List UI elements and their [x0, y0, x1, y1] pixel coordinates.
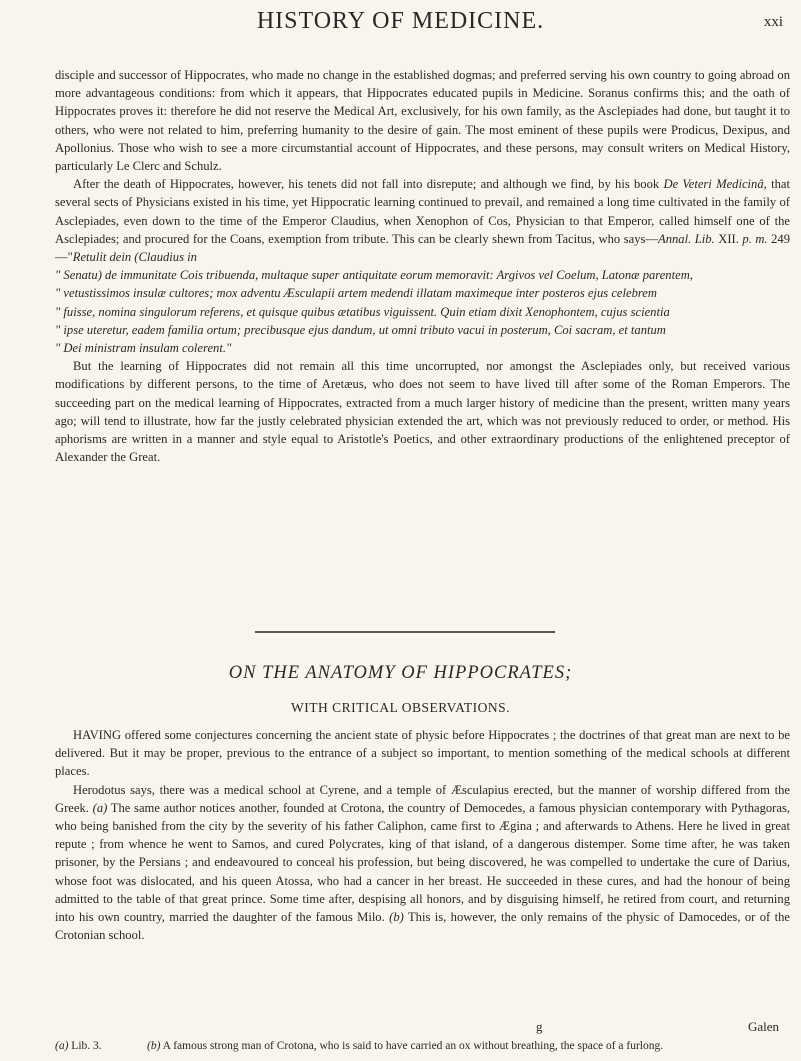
- latin-quote-text: " Senatu) de immunitate Cois tribuenda, multaque super antiquitate eorum memoravit: Argivos vel Coelum, Latonæ parentem,: [55, 268, 693, 283]
- citation: p. m.: [742, 231, 768, 246]
- paragraph-disciple: disciple and successor of Hippocrates, who made no change in the established dogmas; and preferred serving his own country to going abroad on more advantageous conditions: from which it appears, that Hippocrates educated pupils in Medicine. Soranus confirms this; and the oath of Hippocrates proves it: therefore he did not reserve the Medical Art, exclusively, for his own family, as the Asclepiades had done, but taught it to others, who were not related to him, preferring humanity to the desire of gain. The most eminent of these pupils were Prodicus, Dexipus, and Apollonius. Those who wish to see a more circumstantial account of Hippocrates, and these persons, may consult writers on Medical History, particularly Le Clerc and Schulz.: [55, 68, 790, 174]
- latin-quote-text: " Dei ministram insulam colerent.": [55, 341, 232, 356]
- footnote-ref-b[interactable]: (b): [389, 910, 404, 925]
- latin-quote-line: [55, 266, 790, 284]
- text-run: Herodotus says, there was a medical school at Cyrene, and a temple of Æsculapius erected, but the manner of worship differed from the Greek.: [55, 782, 790, 815]
- latin-quote-line: [55, 339, 790, 357]
- footnote-ref-a[interactable]: (a): [92, 800, 108, 815]
- paragraph-herodotus: [55, 781, 790, 945]
- text-run: This is, however, the only remains of the physic of Damocedes, or of the Crotonian school.: [55, 910, 790, 943]
- footnote-b: [147, 1040, 663, 1052]
- footnote-text: A famous strong man of Crotona, who is said to have carried an ox without breathing, the space of a furlong.: [160, 1040, 664, 1052]
- main-text: [55, 66, 790, 466]
- footnote-mark: (a): [55, 1040, 69, 1052]
- latin-quote-line: [55, 284, 790, 302]
- footnote-text: Lib. 3.: [68, 1040, 102, 1052]
- book-title: De Veteri Medicinâ,: [663, 177, 767, 192]
- paragraph-after-death: [55, 175, 790, 266]
- signature-mark: g: [536, 1019, 543, 1034]
- latin-quote-text: " vetustissimos insulæ cultores; mox adventu Æsculapii artem medendi illatam maximeque inter posteros ejus celebrem: [55, 286, 657, 301]
- latin-quote-text: " ipse uteretur, eadem familia ortum; precibusque ejus dandum, ut omni tributo vacui in posterum, Coi sacram, et tantum: [55, 322, 666, 337]
- citation: 249—": [55, 231, 791, 265]
- citation: XII.: [714, 231, 743, 246]
- section-title: ON THE ANATOMY OF HIPPOCRATES;: [228, 663, 573, 683]
- latin-quote-line: [55, 321, 790, 339]
- page-number: xxi: [763, 14, 783, 30]
- footnote-a: [55, 1040, 102, 1052]
- latin-quote-text: " fuisse, nomina singulorum referens, et quisque quibus ætatibus viguissent. Quin etiam dixit Xenophontem, cujus scientia: [55, 304, 670, 319]
- latin-quote-line: [55, 303, 790, 321]
- running-title: HISTORY OF MEDICINE.: [256, 8, 545, 34]
- latin-quote: Retulit dein (Claudius in: [72, 250, 197, 265]
- running-head: [0, 8, 801, 48]
- catchword: Galen: [747, 1019, 779, 1034]
- footnote-mark: (b): [147, 1040, 161, 1052]
- citation: Annal. Lib.: [658, 231, 715, 246]
- section-subtitle: WITH CRITICAL OBSERVATIONS.: [290, 700, 511, 715]
- paragraph-learning: But the learning of Hippocrates did not remain all this time uncorrupted, nor amongst the Asclepiades only, but received various modifications by different persons, to the time of Aretæus, who does not seem to have lived till after some of the Roman Emperors. The succeeding part on the medical learning of Hippocrates, extracted from a much larger history of medicine than the present, written many years ago; will tend to illustrate, how far the justly celebrated physician extended the art, which was not previously reduced to order, or method. His aphorisms are written in a manner and style equal to Aristotle's Poetics, and other extraordinary productions of the enlightened preceptor of Alexander the Great.: [55, 359, 790, 465]
- text-run: The same author notices another, founded at Crotona, the country of Democedes, a famous physician contemporary with Pythagoras, who being banished from the city by the severity of his father Caliphon, came first to Ægina ; and afterwards to Athens. Here he lived in great repute ; from whence he went to Samos, and cured Polycrates, king of that island, of a dangerous distemper. Some time after, he was taken prisoner, by the Persians ; and endeavoured to conceal his profession, but being discovered, he was compelled to undertake the cure of Darius, whose foot was dislocated, and his queen Atossa, who had a cancer in her breast. He succeeded in these cures, and had the honour of being admitted to the table of that great prince. Some time after, despising all honors, and by disguising himself, he retired from court, and returning into his own country, married the daughter of the famous Milo.: [55, 800, 791, 925]
- text-run: that several sects of Physicians existed in his time, yet Hippocratic learning continued to prevail, and remained a long time cultivated in the family of Asclepiades, even down to the time of the Emperor Claudius, when Xenophon of Cos, Physician to that Emperor, called himself one of the Asclepiades; and procured for the Coans, exemption from tribute. This can be clearly shewn from Tacitus, who says—: [55, 177, 790, 246]
- section-text: [55, 726, 790, 944]
- paragraph-having: HAVING offered some conjectures concerning the ancient state of physic before Hippocrates ; the doctrines of that great man are next to be delivered. But it may be proper, previous to the entrance of a subject so important, to mention something of the medical schools at different places.: [55, 728, 790, 779]
- text-run: After the death of Hippocrates, however, his tenets did not fall into disrepute; and although we find, by his book: [73, 177, 664, 192]
- section-divider: [255, 631, 555, 633]
